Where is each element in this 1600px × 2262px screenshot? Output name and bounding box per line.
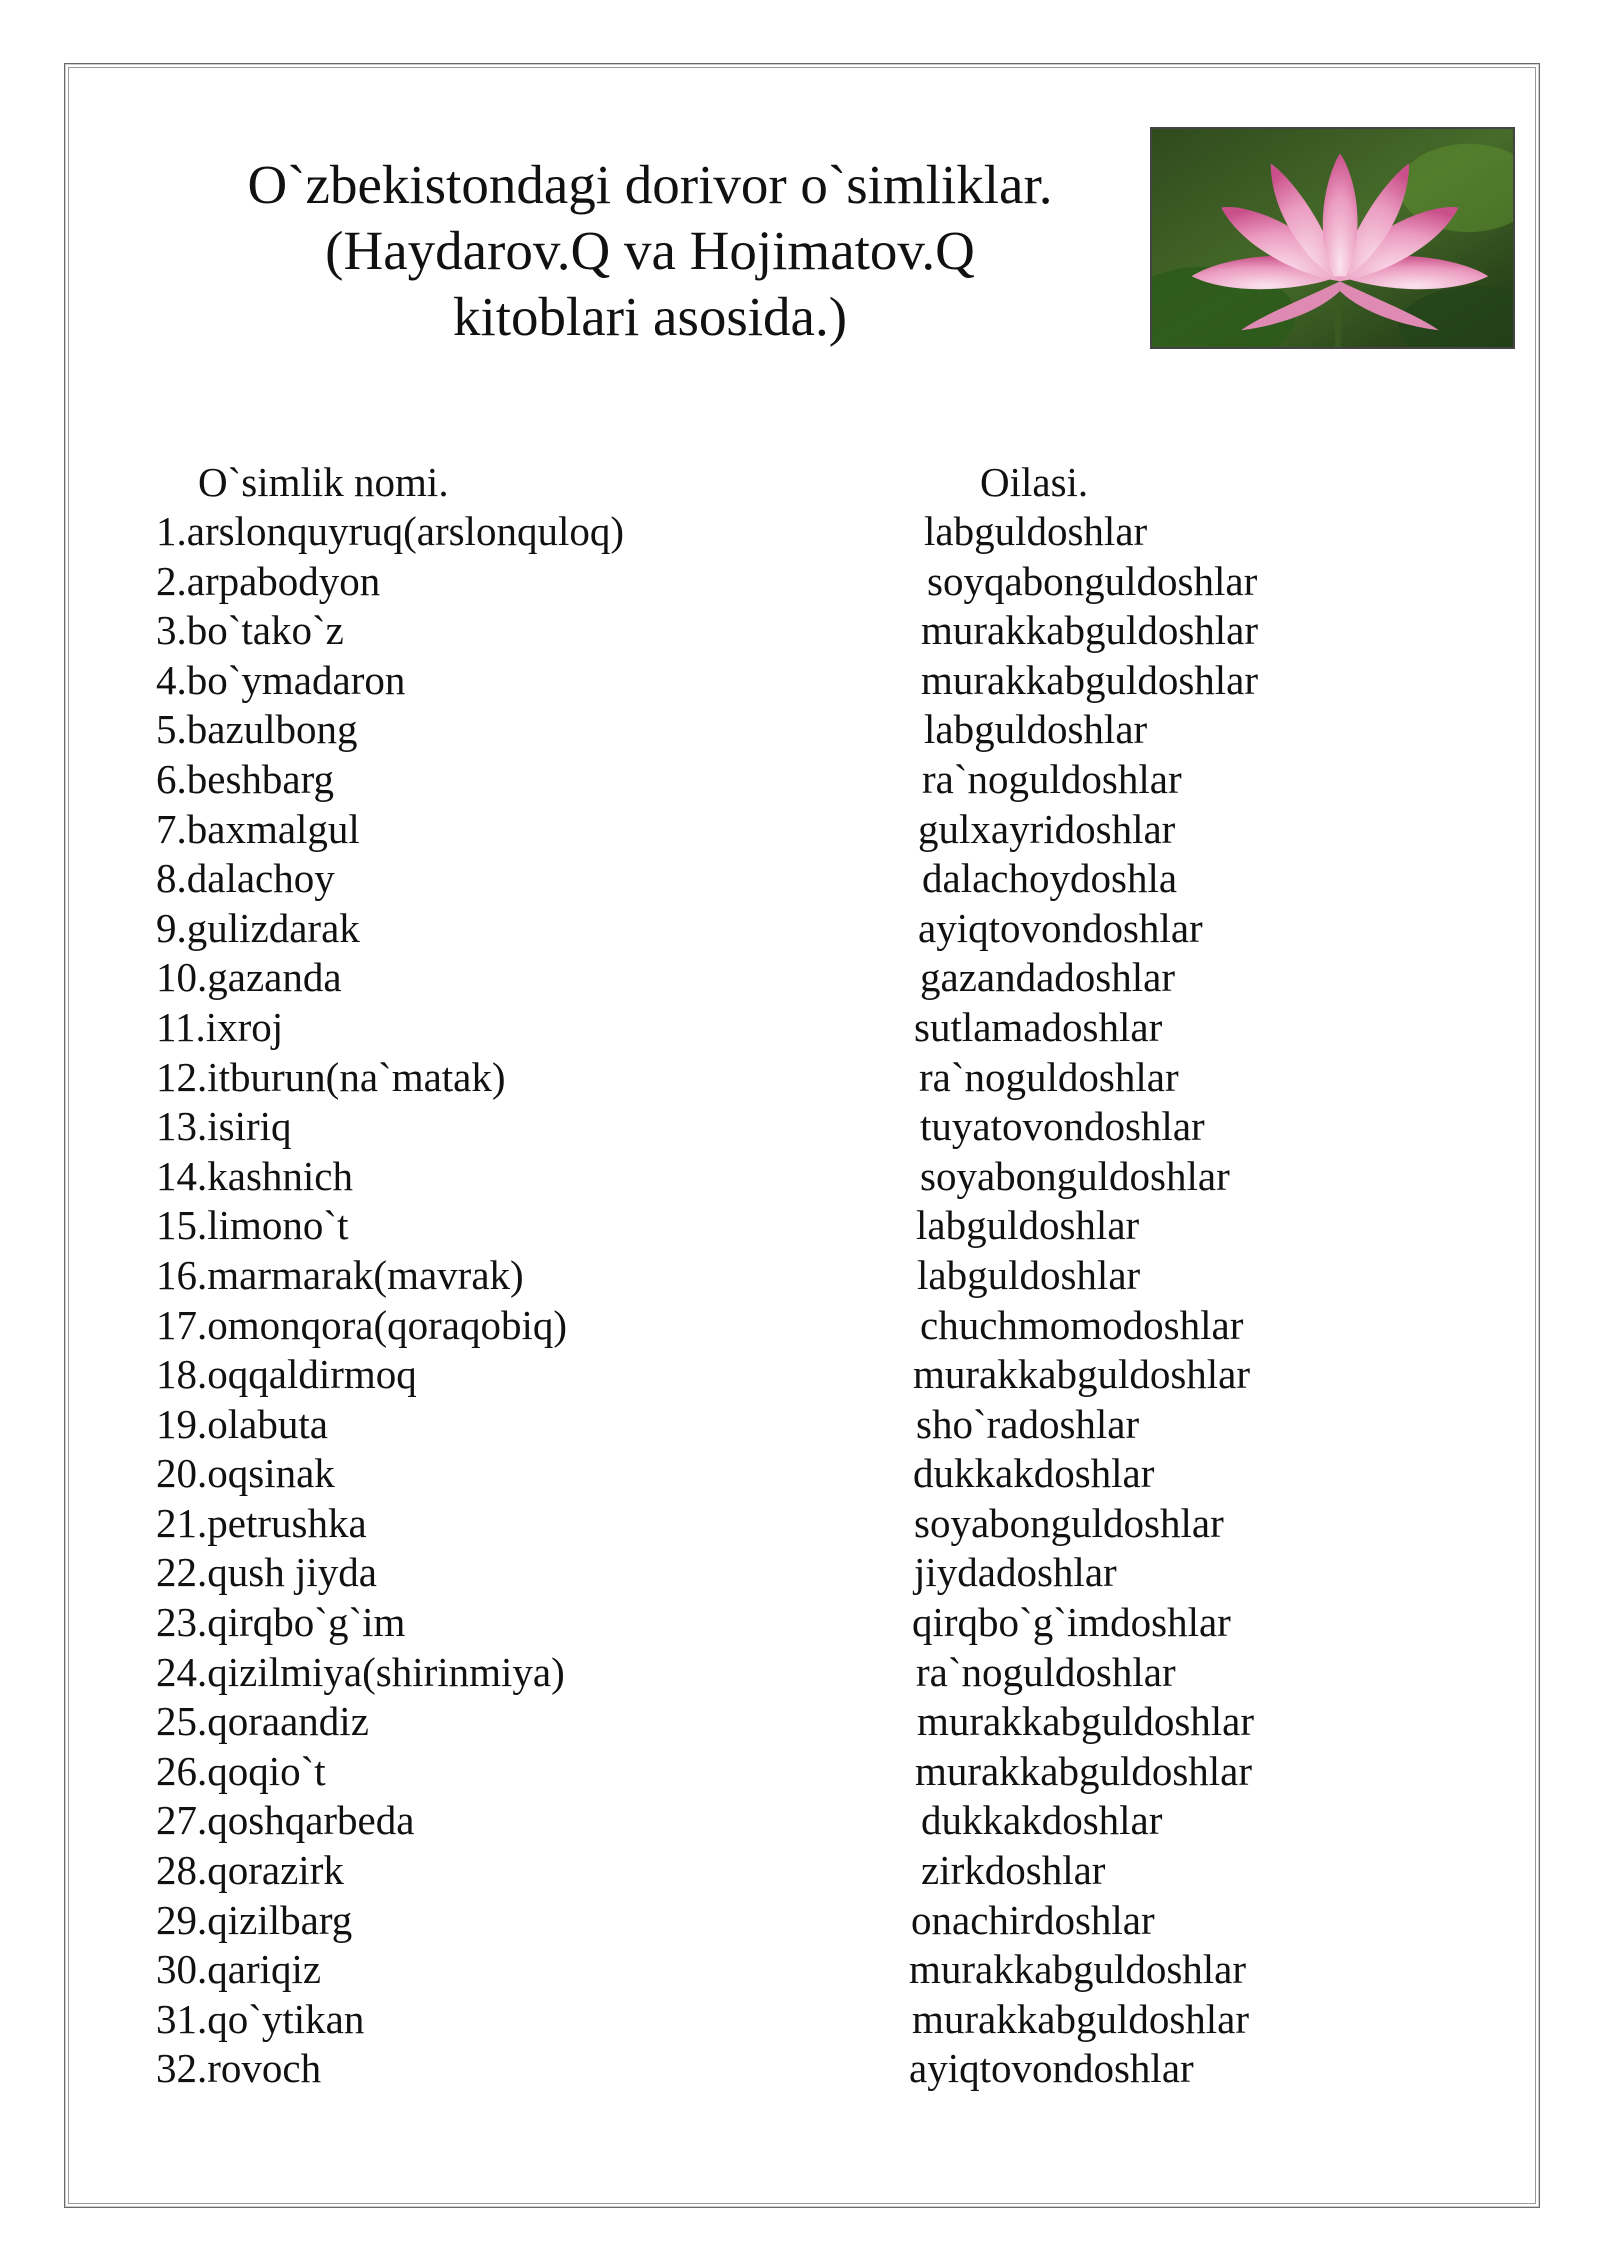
plant-family: soyabonguldoshlar [920,1152,1230,1199]
plant-family: ra`noguldoshlar [916,1648,1176,1695]
plant-family: murakkabguldoshlar [921,656,1259,703]
title-line: kitoblari asosida.) [452,286,848,347]
plant-name: 6.beshbarg [156,755,335,802]
plant-row [156,755,1356,805]
plant-name: 31.qo`ytikan [156,1995,365,2042]
plant-name: 32.rovoch [156,2045,322,2092]
column-header-plant-name: O`simlik nomi. [198,459,449,505]
plant-family: murakkabguldoshlar [912,1995,1250,2042]
plant-name: 24.qizilmiya(shirinmiya) [156,1648,565,1695]
plant-name: 11.ixroj [156,1003,284,1050]
plant-family: ayiqtovondoshlar [909,2045,1194,2092]
plant-row [156,656,1356,706]
plant-name: 3.bo`tako`z [156,607,344,654]
plant-family: ra`noguldoshlar [919,1053,1179,1100]
plant-name: 22.qush jiyda [156,1549,377,1596]
plant-row [156,1201,1356,1251]
plant-row [156,805,1356,855]
plant-row [156,1251,1356,1301]
plant-family: jiydadoshlar [914,1549,1117,1596]
plant-row [156,1846,1356,1896]
plant-family: sho`radoshlar [916,1400,1140,1447]
plant-row [156,854,1356,904]
plant-family: labguldoshlar [924,508,1148,554]
plant-family: gazandadoshlar [920,954,1175,1001]
plant-family: ayiqtovondoshlar [918,904,1203,951]
plant-row [156,1003,1356,1053]
plant-family: sutlamadoshlar [914,1003,1163,1050]
page-title [175,152,1125,350]
plant-family: soyqabonguldoshlar [927,557,1258,604]
plant-row [156,1945,1356,1995]
plant-row [156,1896,1356,1946]
plant-row [156,1548,1356,1598]
plant-name: 9.gulizdarak [156,904,360,951]
plant-row [156,557,1356,607]
plant-row [156,1102,1356,1152]
plant-family: labguldoshlar [924,706,1148,753]
plant-row [156,1301,1356,1351]
plant-name: 20.oqsinak [156,1450,335,1497]
plant-family: dukkakdoshlar [921,1797,1163,1844]
plant-family: onachirdoshlar [911,1896,1155,1943]
plant-name: 30.qariqiz [156,1946,322,1993]
plant-family: zirkdoshlar [921,1847,1106,1894]
plant-name: 7.baxmalgul [156,805,360,852]
plant-row [156,1697,1356,1747]
plant-family: chuchmomodoshlar [920,1301,1244,1348]
plant-name: 4.bo`ymadaron [156,656,406,703]
plant-name: 5.bazulbong [156,706,358,753]
plant-family: gulxayridoshlar [918,805,1176,852]
plant-row [156,1796,1356,1846]
plant-row [156,1400,1356,1450]
plant-row [156,705,1356,755]
plant-family: ra`noguldoshlar [922,755,1182,802]
column-header-family: Oilasi. [980,459,1089,505]
plant-row [156,953,1356,1003]
plant-list [156,507,1356,2094]
plant-family: qirqbo`g`imdoshlar [912,1599,1231,1646]
plant-row [156,2044,1356,2094]
plant-family: labguldoshlar [916,1202,1140,1249]
plant-row [156,1152,1356,1202]
plant-name: 13.isiriq [156,1103,292,1150]
plant-name: 10.gazanda [156,954,342,1001]
plant-name: 25.qoraandiz [156,1698,369,1745]
plant-row [156,1995,1356,2045]
plant-family: soyabonguldoshlar [914,1499,1224,1546]
plant-family: murakkabguldoshlar [921,607,1259,654]
plant-row [156,507,1356,557]
plant-family: murakkabguldoshlar [915,1747,1253,1794]
plant-row [156,1648,1356,1698]
plant-family: murakkabguldoshlar [913,1351,1251,1398]
plant-family: murakkabguldoshlar [909,1946,1247,1993]
plant-row [156,1053,1356,1103]
plant-row [156,1449,1356,1499]
plant-name: 28.qorazirk [156,1847,344,1894]
plant-name: 26.qoqio`t [156,1747,326,1794]
lotus-flower-photo [1150,127,1515,349]
plant-name: 12.itburun(na`matak) [156,1053,506,1100]
plant-family: dalachoydoshla [922,855,1178,902]
plant-row [156,1499,1356,1549]
plant-family: tuyatovondoshlar [920,1103,1205,1150]
plant-name: 1.arslonquyruq(arslonquloq) [156,508,624,554]
plant-row [156,1747,1356,1797]
plant-family: murakkabguldoshlar [917,1698,1255,1745]
plant-name: 18.oqqaldirmoq [156,1351,417,1398]
plant-name: 27.qoshqarbeda [156,1797,415,1844]
plant-row [156,904,1356,954]
plant-name: 16.marmarak(mavrak) [156,1251,524,1298]
plant-row [156,606,1356,656]
plant-name: 15.limono`t [156,1202,349,1249]
plant-row [156,1598,1356,1648]
plant-name: 2.arpabodyon [156,557,381,604]
title-line: (Haydarov.Q va Hojimatov.Q [325,220,975,281]
plant-name: 23.qirqbo`g`im [156,1599,406,1646]
plant-name: 14.kashnich [156,1152,353,1199]
plant-family: labguldoshlar [917,1251,1141,1298]
plant-name: 17.omonqora(qoraqobiq) [156,1301,568,1348]
plant-row [156,1350,1356,1400]
plant-name: 29.qizilbarg [156,1896,353,1943]
plant-name: 8.dalachoy [156,855,335,902]
title-line: O`zbekistondagi dorivor o`simliklar. [247,154,1053,215]
plant-family: dukkakdoshlar [913,1450,1155,1497]
plant-name: 21.petrushka [156,1499,367,1546]
plant-name: 19.olabuta [156,1400,328,1447]
